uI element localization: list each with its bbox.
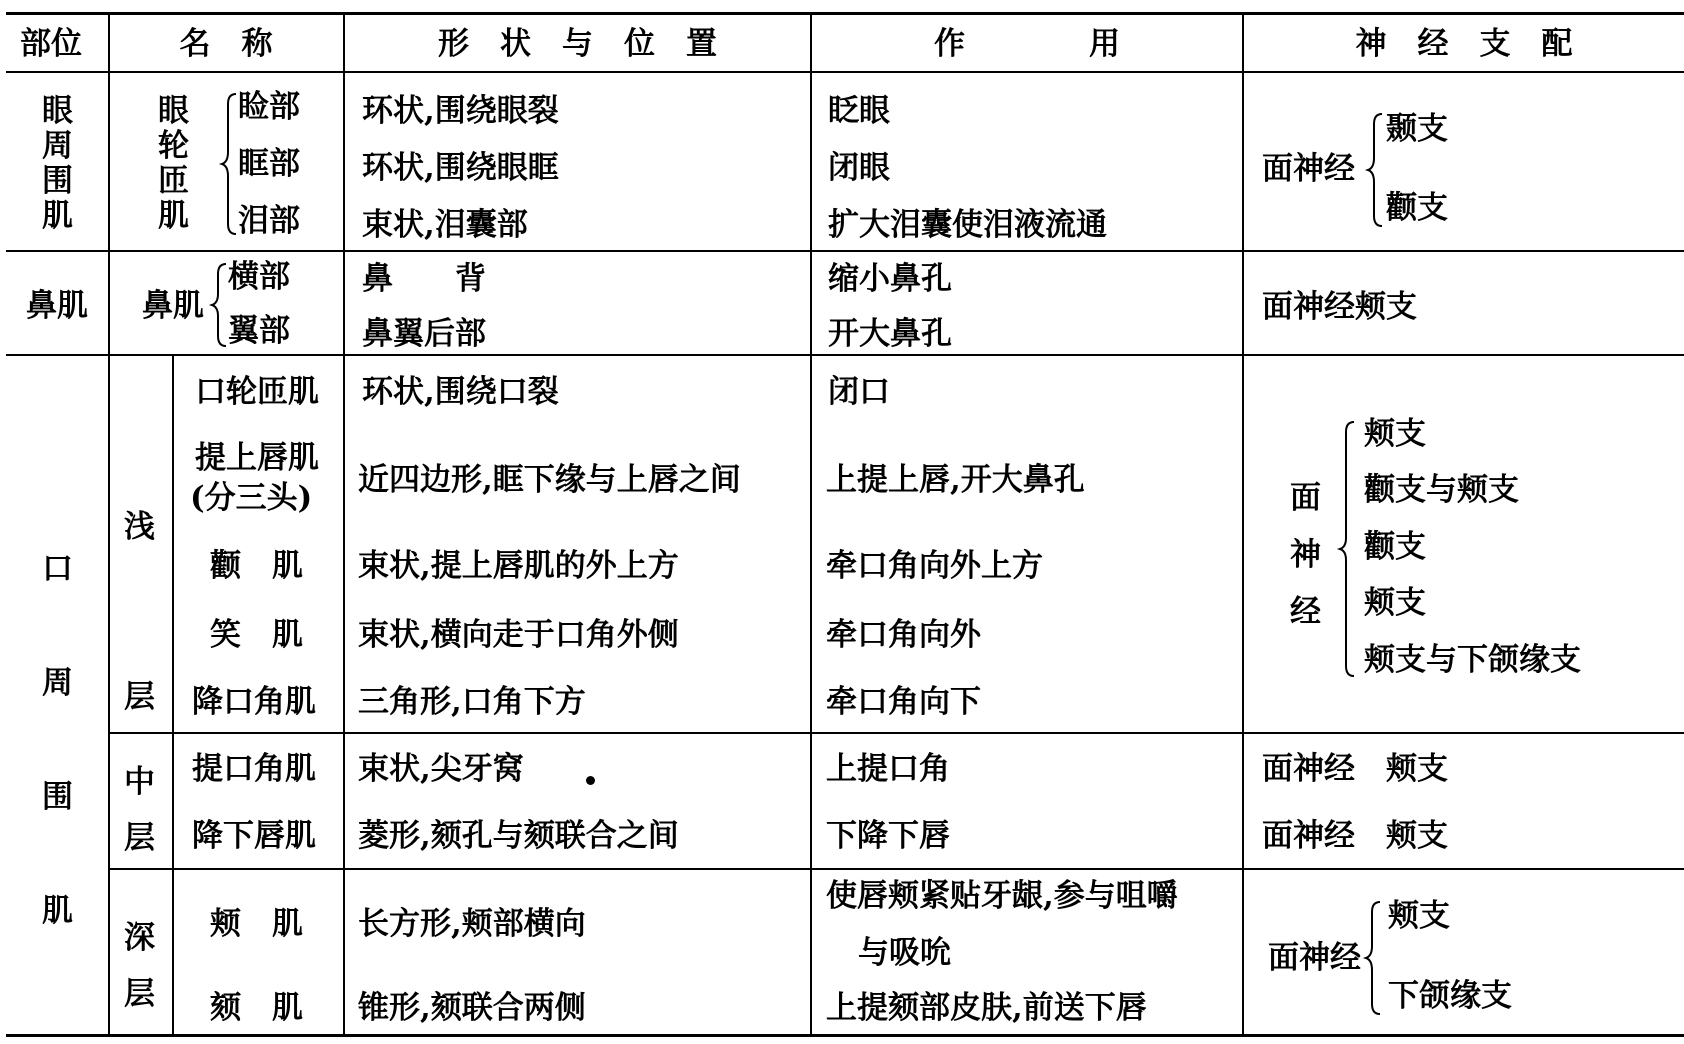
col-rule-3 bbox=[810, 13, 812, 1035]
sup-action-3: 牵口角向外上方 bbox=[826, 548, 1043, 584]
mid-name-1: 提口角肌 bbox=[192, 751, 316, 787]
mouth-region-label: 口周围肌 bbox=[42, 551, 73, 929]
bottom-rule bbox=[6, 1034, 1684, 1037]
header-region: 部位 bbox=[20, 26, 82, 62]
header-shape: 形 状 与 位 置 bbox=[438, 26, 717, 62]
eye-muscle-name: 眼轮匝肌 bbox=[158, 93, 189, 234]
deep-action-1b: 与吸吮 bbox=[858, 935, 951, 971]
top-rule bbox=[6, 12, 1684, 15]
eye-shape-1: 环状,围绕眼裂 bbox=[362, 93, 559, 129]
col-rule-4 bbox=[1242, 13, 1244, 1035]
mid-name-2: 降下唇肌 bbox=[192, 818, 316, 854]
mid-action-1: 上提口角 bbox=[826, 751, 950, 787]
sup-shape-3: 束状,提上唇肌的外上方 bbox=[358, 548, 679, 584]
dot-mark bbox=[586, 776, 595, 785]
sup-branch-4: 颊支 bbox=[1364, 585, 1426, 621]
nose-part-2: 翼部 bbox=[228, 313, 290, 349]
col-rule-2b bbox=[343, 355, 345, 1035]
sup-shape-2: 近四边形,眶下缘与上唇之间 bbox=[358, 462, 741, 498]
nose-part-1: 横部 bbox=[228, 259, 290, 295]
mid-nerve-2: 面神经 颊支 bbox=[1262, 818, 1448, 854]
sup-name-3: 颧 肌 bbox=[210, 548, 303, 584]
eye-part-3: 泪部 bbox=[238, 203, 300, 239]
deep-shape-1: 长方形,颊部横向 bbox=[358, 906, 586, 942]
deep-branch-2: 下颌缘支 bbox=[1388, 978, 1512, 1014]
mid-action-2: 下降下唇 bbox=[826, 818, 950, 854]
deep-action-2: 上提颏部皮肤,前送下唇 bbox=[826, 990, 1147, 1026]
nose-action-2: 开大鼻孔 bbox=[828, 316, 952, 352]
sup-action-4: 牵口角向外 bbox=[826, 617, 981, 653]
nose-section-rule bbox=[6, 354, 1684, 356]
sup-branch-3: 颧支 bbox=[1364, 529, 1426, 565]
eye-action-3: 扩大泪囊使泪液流通 bbox=[828, 207, 1107, 243]
eye-action-1: 眨眼 bbox=[828, 93, 890, 129]
deep-nerve: 面神经 bbox=[1268, 940, 1361, 976]
sup-action-2: 上提上唇,开大鼻孔 bbox=[826, 462, 1085, 498]
sup-shape-1: 环状,围绕口裂 bbox=[362, 374, 559, 410]
nose-shape-1: 鼻 背 bbox=[362, 261, 486, 297]
sup-name-2b: (分三头) bbox=[190, 480, 313, 516]
col-rule-1 bbox=[108, 13, 110, 1035]
header-nerve: 神 经 支 配 bbox=[1355, 26, 1573, 62]
deep-shape-2: 锥形,颏联合两侧 bbox=[358, 990, 586, 1026]
middle-layer-label: 中层 bbox=[124, 764, 155, 856]
sup-branch-1: 颊支 bbox=[1364, 416, 1426, 452]
sup-nerve-brace bbox=[1340, 420, 1358, 678]
eye-section-rule bbox=[6, 250, 1684, 252]
eye-action-2: 闭眼 bbox=[828, 150, 890, 186]
sup-shape-4: 束状,横向走于口角外侧 bbox=[358, 617, 679, 653]
nose-action-1: 缩小鼻孔 bbox=[828, 261, 952, 297]
mid-nerve-1: 面神经 颊支 bbox=[1262, 751, 1448, 787]
header-rule bbox=[6, 71, 1684, 73]
sup-nerve: 面神经 bbox=[1290, 480, 1321, 630]
eye-region-label: 眼周围肌 bbox=[42, 93, 73, 234]
deep-name-1: 颊 肌 bbox=[210, 906, 303, 942]
eye-nerve: 面神经 bbox=[1262, 151, 1355, 187]
sup-shape-5: 三角形,口角下方 bbox=[358, 684, 586, 720]
deep-nerve-brace bbox=[1366, 900, 1384, 1016]
eye-branch-2: 颧支 bbox=[1386, 190, 1448, 226]
deep-name-2: 颏 肌 bbox=[210, 990, 303, 1026]
nose-region-label: 鼻肌 bbox=[26, 288, 88, 324]
eye-shape-3: 束状,泪囊部 bbox=[362, 207, 528, 243]
mid-shape-2: 菱形,颏孔与颏联合之间 bbox=[358, 818, 679, 854]
mid-shape-1: 束状,尖牙窝 bbox=[358, 751, 524, 787]
sup-action-1: 闭口 bbox=[828, 374, 890, 410]
col-rule-2a bbox=[343, 13, 345, 355]
eye-shape-2: 环状,围绕眼眶 bbox=[362, 150, 559, 186]
sup-name-2: 提上唇肌 bbox=[195, 440, 319, 476]
eye-branch-1: 颞支 bbox=[1386, 111, 1448, 147]
sup-name-4: 笑 肌 bbox=[210, 617, 303, 653]
eye-nerve-brace bbox=[1368, 112, 1386, 228]
eye-part-2: 眶部 bbox=[238, 146, 300, 182]
deep-action-1: 使唇颊紧贴牙龈,参与咀嚼 bbox=[826, 878, 1178, 914]
sup-name-1: 口轮匝肌 bbox=[195, 374, 319, 410]
nose-nerve: 面神经颊支 bbox=[1262, 289, 1417, 325]
sup-branch-2: 颧支与颊支 bbox=[1364, 472, 1519, 508]
sup-branch-5: 颊支与下颌缘支 bbox=[1364, 642, 1581, 678]
sup-action-5: 牵口角向下 bbox=[826, 684, 981, 720]
nose-muscle-name: 鼻肌 bbox=[142, 288, 204, 324]
nose-shape-2: 鼻翼后部 bbox=[362, 316, 486, 352]
superficial-layer-label: 浅层 bbox=[124, 509, 155, 715]
deep-branch-1: 颊支 bbox=[1388, 898, 1450, 934]
header-action: 作 用 bbox=[934, 26, 1120, 62]
deep-layer-label: 深层 bbox=[124, 920, 155, 1012]
sup-name-5: 降口角肌 bbox=[192, 684, 316, 720]
header-name: 名 称 bbox=[179, 26, 273, 62]
layer-rule bbox=[172, 355, 174, 1035]
eye-part-1: 睑部 bbox=[238, 89, 300, 125]
